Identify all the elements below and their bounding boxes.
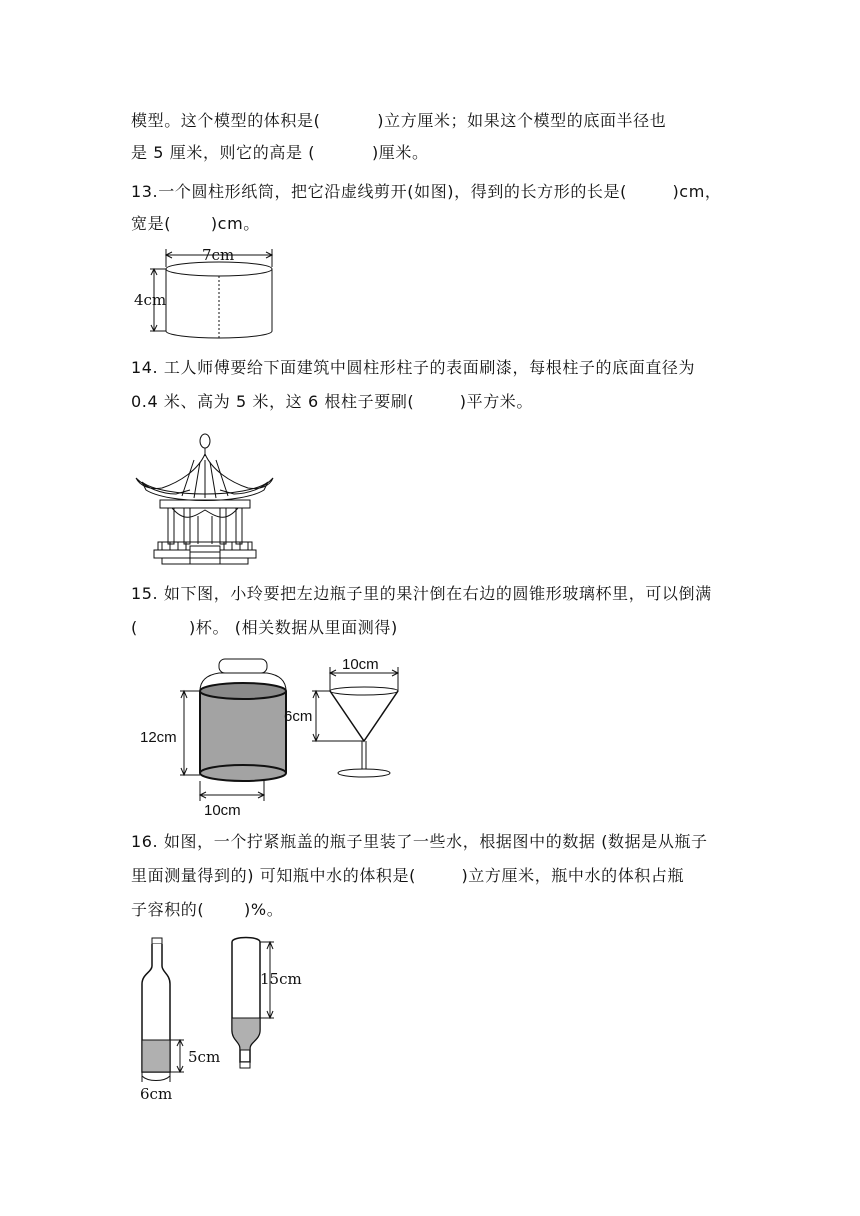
cylinder-top-ellipse xyxy=(166,262,272,276)
q15-line-2: ( )杯。 (相关数据从里面测得) xyxy=(131,618,398,637)
q14-pavilion-illustration xyxy=(132,430,277,568)
inverted-bottle-cap xyxy=(240,1062,250,1068)
water-height-label: 5cm xyxy=(188,1048,221,1066)
q15-line-1: 15. 如下图，小玲要把左边瓶子里的果汁倒在右边的圆锥形玻璃杯里，可以倒满 xyxy=(131,584,712,603)
q13-line-1: 13.一个圆柱形纸筒，把它沿虚线剪开(如图)，得到的长方形的长是( )cm， xyxy=(131,182,722,201)
steps xyxy=(190,546,220,564)
q16-line-3: 子容积的( )%。 xyxy=(131,900,284,919)
inverted-bottle-water xyxy=(232,1018,260,1050)
bottle-bottom-ellipse xyxy=(200,765,286,781)
q13-line-2: 宽是( )cm。 xyxy=(131,214,260,233)
column-2 xyxy=(184,508,190,544)
cup-cone xyxy=(330,691,398,741)
q12-line-2: 是 5 厘米，则它的高是 ( )厘米。 xyxy=(131,143,429,162)
q16-line-2: 里面测量得到的) 可知瓶中水的体积是( )立方厘米，瓶中水的体积占瓶 xyxy=(131,866,685,885)
bottle-height-label: 12cm xyxy=(140,729,177,746)
upright-bottle-cap xyxy=(152,938,162,944)
upright-bottle-water xyxy=(142,1040,170,1072)
air-height-label: 15cm xyxy=(260,970,302,988)
cup-base xyxy=(338,769,390,777)
q15-bottle-cup-figure xyxy=(136,655,406,823)
roof-beam xyxy=(160,500,250,508)
roof-left-eave xyxy=(136,454,205,494)
q13-cylinder-figure xyxy=(130,243,290,343)
q12-line-1: 模型。这个模型的体积是( )立方厘米；如果这个模型的底面半径也 xyxy=(131,111,667,130)
cup-height-label: 6cm xyxy=(284,708,313,725)
bottle-diameter-label: 10cm xyxy=(204,802,241,819)
bottle-juice xyxy=(200,691,286,773)
roof-tiles xyxy=(182,460,228,498)
roof-right-eave xyxy=(205,454,273,494)
roof-finial xyxy=(200,434,210,448)
height-label: 4cm xyxy=(134,291,167,309)
bottle-cap xyxy=(219,659,267,673)
bottle-top-ellipse xyxy=(200,683,286,699)
diameter-label: 6cm xyxy=(140,1085,173,1103)
curtain-drape xyxy=(172,508,238,517)
cup-rim xyxy=(330,687,398,695)
column-3 xyxy=(220,508,226,544)
q16-line-1: 16. 如图，一个拧紧瓶盖的瓶子里装了一些水，根据图中的数据 (数据是从瓶子 xyxy=(131,832,708,851)
column-4 xyxy=(236,508,242,544)
q14-line-2: 0.4 米、高为 5 米，这 6 根柱子要刷( )平方米。 xyxy=(131,392,534,411)
q16-bottle-figure xyxy=(134,932,324,1104)
column-1 xyxy=(168,508,174,544)
q14-line-1: 14. 工人师傅要给下面建筑中圆柱形柱子的表面刷漆，每根柱子的底面直径为 xyxy=(131,358,696,377)
cup-diameter-label: 10cm xyxy=(342,656,379,673)
width-label: 7cm xyxy=(202,246,235,264)
diameter-arrow xyxy=(142,1076,170,1081)
